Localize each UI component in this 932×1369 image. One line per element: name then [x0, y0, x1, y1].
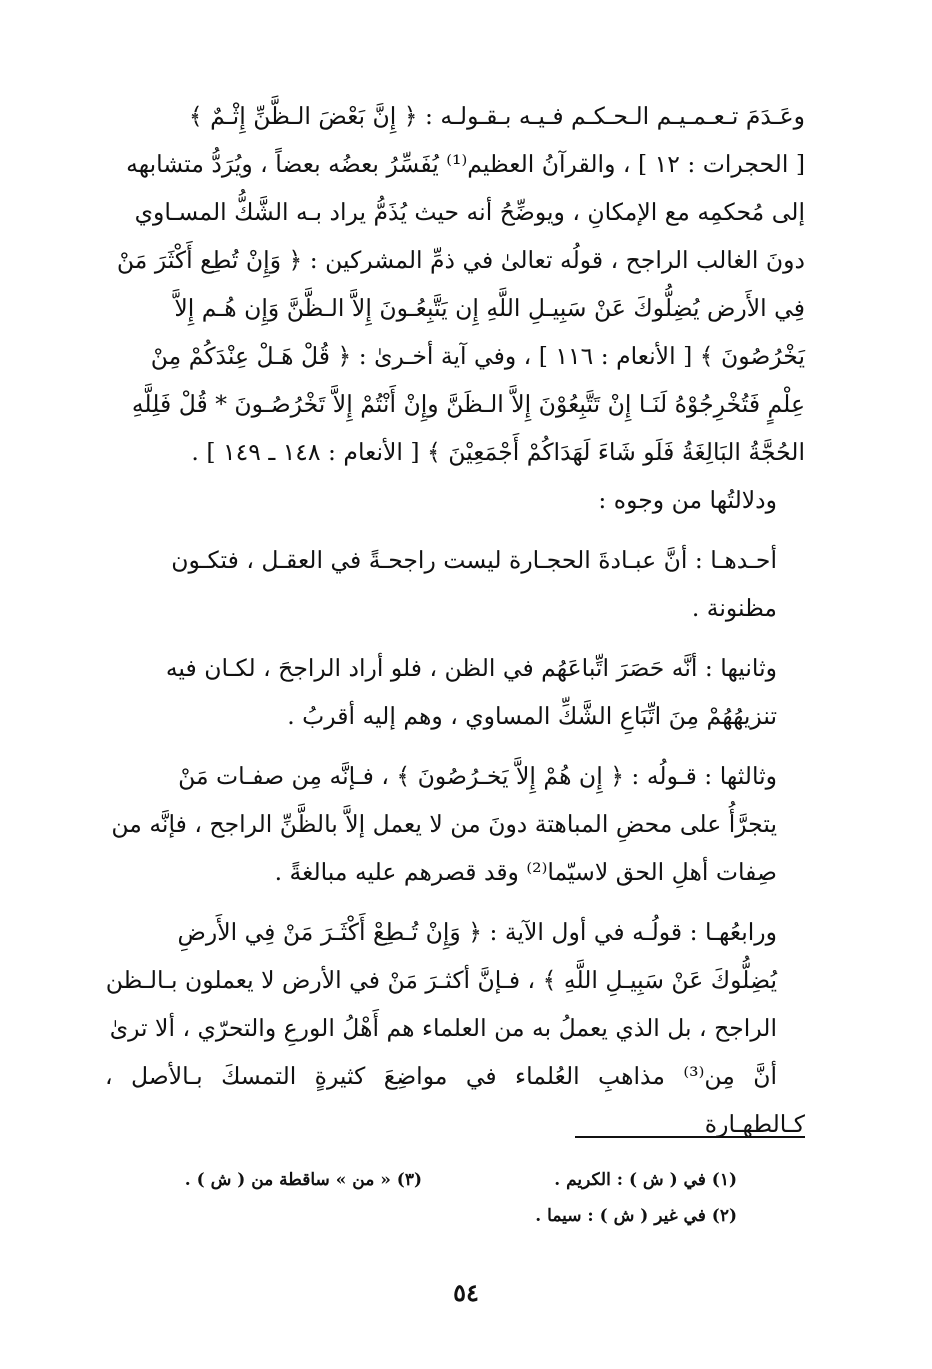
footnote-divider: [575, 1136, 805, 1138]
text-line: وعَـدَمَ تـعـمـيـم الـحـكـم فـيـه بـقـولـه : ﴿ إِنَّ بَعْضَ الـظَّنِّ إِثْـمٌ ﴾: [188, 102, 805, 130]
text-line: تنزيهُهُمْ مِنَ اتِّبَاعِ الشَّكِّ المساوي ، وهم إليه أقربُ .: [287, 702, 777, 730]
text-line: فِي الأَرض يُضِلُّوكَ عَنْ سَبِيـلِ اللَّهِ إِن يَتَّبِعُـونَ إِلاَّ الـظَّنَّ وَإِن هُـم إِلاَّ: [174, 294, 805, 322]
text-line: إلى مُحكمِه مع الإمكانِ ، ويوضِّحُ أنه حيث يُذَمُّ يراد بـه الشَّكُّ المسـاوي: [134, 198, 805, 226]
main-text: [105, 92, 805, 1148]
text-line: ودلالتُها من وجوه :: [598, 486, 777, 514]
text-line: أحـدهـا : أنَّ عبـادةَ الحجـارة ليست راجحـةً في العقـل ، فتكـون: [171, 546, 777, 574]
text-line: يُضِلُّوكَ عَنْ سَبِيـلِ اللَّهِ ﴾ ، فـإنَّ أكثـرَ مَنْ في الأرض لا يعملون بـالـظن: [105, 966, 777, 994]
text-line: الحُجَّةُ البَالِغَةُ فَلَو شَاءَ لَهَدَاكُمْ أَجْمَعِيْنَ ﴾ [ الأنعام : ١٤٨ ـ ١٤٩ ] .: [191, 438, 805, 466]
text-line: دونَ الغالب الراجح ، قولُه تعالىٰ في ذمِّ المشركين : ﴿ وَإِنْ تُطِع أَكْثَرَ مَنْ: [116, 246, 805, 274]
paragraph-2: [105, 476, 805, 524]
text-line: وثالثها : قـولُه : ﴿ إِن هُمْ إِلاَّ يَخـرُصُونَ ﴾ ، فـإنَّه مِن صفـات مَنْ: [178, 762, 777, 790]
text-line: الراجح ، بل الذي يعملُ به من العلماء هم أَهْلُ الورعِ والتحرّي ، ألا ترىٰ: [109, 1014, 777, 1042]
text-line: عِلْمٍ فَتُخْرِجُوْهُ لَنَـا إِنْ تَتَّبِعُوْنَ إِلاَّ الـظَنَّ وإِنْ أَنْتُمْ إِلاَّ تَخْرُصُـونَ * قُلْ فَلِلَّهِ: [131, 390, 805, 418]
text-line: ورابعُهـا : قولُـه في أول الآية : ﴿ وَإِنْ تُـطِعْ أَكْثَـرَ مَنْ فِي الأَرضِ: [177, 918, 777, 946]
text-line: يَخْرُصُونَ ﴾ [ الأنعام : ١١٦ ] ، وفي آية أخـرىٰ : ﴿ قُلْ هَـلْ عِنْدَكُمْ مِنْ: [150, 342, 805, 370]
paragraph-3: [105, 536, 805, 632]
footnote-3: (٣) « من » ساقطة من ( ش ) .: [184, 1170, 422, 1190]
text-line: يتجرَّأُ على محضِ المباهتة دونَ من لا يعمل إلاَّ بالظَّنِّ الراجح ، فإنَّه من: [111, 810, 777, 838]
footnote-1: (١) في ( ش ) : الكريم .: [554, 1170, 737, 1190]
text-line: مظنونة .: [691, 594, 777, 622]
footnotes-left-column: [122, 1162, 422, 1198]
paragraph-4: [105, 644, 805, 740]
text-line: أنَّ مِن⁽³⁾ مذاهبِ العُلماء في مواضِعَ كثيرةٍ التمسكَ بـالأصل ، كـالطهـارة: [105, 1062, 805, 1138]
footnotes-right-column: [437, 1162, 737, 1234]
paragraph-5: [105, 752, 805, 896]
text-line: صِفات أهلِ الحق لاسيّما⁽²⁾ وقد قصرهم عليه مبالغةً .: [274, 858, 777, 886]
footnote-2: (٢) في غير ( ش ) : سيما .: [535, 1206, 737, 1226]
paragraph-1: [105, 92, 805, 476]
text-line: وثانيها : أنَّه حَصَرَ اتِّباعَهُم في الظن ، فلو أراد الراجحَ ، لكـان فيه: [165, 654, 777, 682]
page-number: ٥٤: [453, 1278, 479, 1307]
text-line: [ الحجرات : ١٢ ] ، والقرآنُ العظيم⁽¹⁾ يُفَسِّرُ بعضُه بعضاً ، ويُرَدُّ متشابهه: [126, 150, 805, 178]
paragraph-6: [105, 908, 805, 1148]
